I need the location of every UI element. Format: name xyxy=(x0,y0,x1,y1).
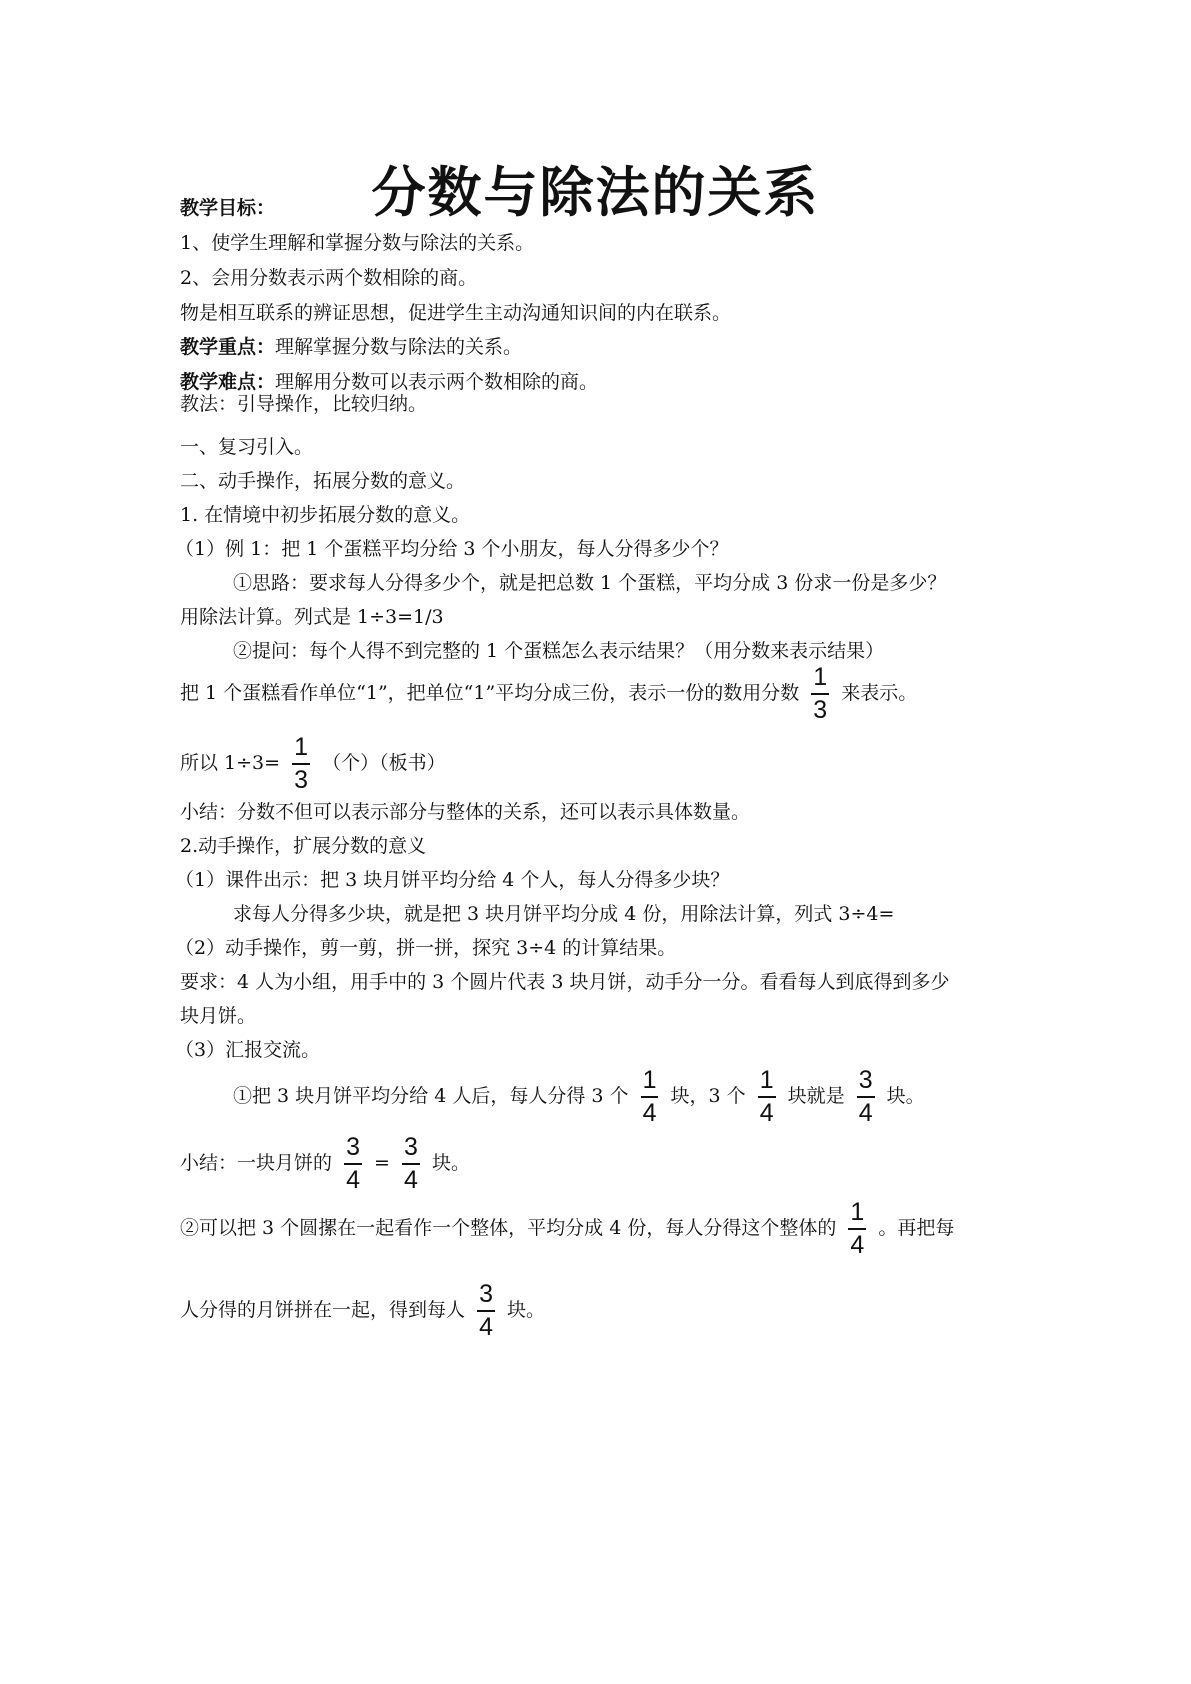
report-3-b: 块。 xyxy=(507,1299,546,1321)
objective-3: 物是相互联系的辨证思想，促进学生主动沟通知识间的内在联系。 xyxy=(180,302,732,324)
requirement-1: 要求：4 人为小组，用手中的 3 个圆片代表 3 块月饼，动手分一分。看看每人到底得到多少 xyxy=(180,971,950,993)
summary-1: 小结：分数不但可以表示部分与整体的关系，还可以表示具体数量。 xyxy=(180,801,751,823)
fraction-denominator: 4 xyxy=(850,1231,865,1259)
fraction-numerator: 3 xyxy=(479,1280,493,1308)
fraction-denominator: 4 xyxy=(479,1313,493,1341)
fraction-denominator: 4 xyxy=(759,1099,774,1127)
objective-2: 2、会用分数表示两个数相除的商。 xyxy=(180,267,478,289)
courseware-1-calc: 求每人分得多少块，就是把 3 块月饼平均分成 4 份，用除法计算，列式 3÷4= xyxy=(233,903,895,925)
fraction-numerator: 1 xyxy=(813,663,828,691)
so-line xyxy=(180,735,446,793)
fraction-three-fourths xyxy=(857,1068,875,1126)
section-1: 一、复习引入。 xyxy=(180,436,314,458)
so-text-post: （个）（板书） xyxy=(322,752,446,774)
fraction-denominator: 4 xyxy=(346,1166,360,1194)
courseware-2: （2）动手操作，剪一剪，拼一拼，探究 3÷4 的计算结果。 xyxy=(175,937,677,959)
fraction-numerator: 3 xyxy=(858,1066,873,1094)
focus-label: 教学重点： xyxy=(180,336,276,358)
fraction-denominator: 4 xyxy=(858,1099,873,1127)
fraction-one-third xyxy=(292,735,310,793)
objective-1: 1、使学生理解和掌握分数与除法的关系。 xyxy=(180,232,535,254)
summary-2-a: 小结：一块月饼的 xyxy=(180,1152,333,1174)
report-1-a: ①把 3 块月饼平均分给 4 人后，每人分得 3 个 xyxy=(233,1085,629,1107)
summary-2-c: 块。 xyxy=(431,1152,470,1174)
courseware-1: （1）课件出示：把 3 块月饼平均分给 4 个人，每人分得多少块？ xyxy=(175,869,730,891)
unit-line xyxy=(180,665,917,723)
report-2-b: 。再把每 xyxy=(878,1217,955,1239)
example-1: （1）例 1：把 1 个蛋糕平均分给 3 个小朋友，每人分得多少个？ xyxy=(175,538,729,560)
fraction-three-fourths xyxy=(402,1135,420,1193)
fraction-numerator: 1 xyxy=(642,1066,657,1094)
fraction-one-fourth xyxy=(848,1200,866,1258)
requirement-2: 块月饼。 xyxy=(180,1005,257,1027)
example-1-calc: 用除法计算。列式是 1÷3=1/3 xyxy=(180,606,444,628)
fraction-three-fourths xyxy=(477,1282,495,1340)
report-3-a: 人分得的月饼拼在一起，得到每人 xyxy=(180,1299,466,1321)
report-1-d: 块。 xyxy=(886,1085,925,1107)
fraction-one-fourth xyxy=(758,1068,776,1126)
summary-2 xyxy=(180,1135,470,1193)
report-1-b: 块，3 个 xyxy=(670,1085,746,1107)
difficulty-label: 教学难点： xyxy=(180,371,276,393)
fraction-numerator: 1 xyxy=(759,1066,774,1094)
example-1-idea: ①思路：要求每人分得多少个，就是把总数 1 个蛋糕，平均分成 3 份求一份是多少？ xyxy=(233,572,947,594)
unit-text-post: 来表示。 xyxy=(841,682,918,704)
method-line: 教法：引导操作，比较归纳。 xyxy=(180,393,428,415)
section-2-2: 2.动手操作，扩展分数的意义 xyxy=(180,835,427,857)
report-2 xyxy=(180,1200,954,1258)
fraction-denominator: 4 xyxy=(403,1166,418,1194)
fraction-three-fourths xyxy=(344,1135,362,1193)
fraction-numerator: 3 xyxy=(346,1133,360,1161)
report-3 xyxy=(180,1282,545,1340)
section-2: 二、动手操作，拓展分数的意义。 xyxy=(180,470,466,492)
fraction-numerator: 1 xyxy=(850,1198,865,1226)
so-text-pre: 所以 1÷3= xyxy=(180,752,281,774)
fraction-numerator: 1 xyxy=(294,733,309,761)
fraction-one-third xyxy=(811,665,829,723)
section-2-1: 1. 在情境中初步拓展分数的意义。 xyxy=(180,504,471,526)
objectives-heading: 教学目标： xyxy=(180,197,276,219)
fraction-denominator: 4 xyxy=(642,1099,657,1127)
report-1 xyxy=(233,1068,925,1126)
fraction-one-fourth xyxy=(641,1068,659,1126)
difficulty-text: 理解用分数可以表示两个数相除的商。 xyxy=(275,371,599,393)
courseware-3: （3）汇报交流。 xyxy=(175,1039,321,1061)
page-title: 分数与除法的关系 xyxy=(371,161,820,224)
fraction-numerator: 3 xyxy=(403,1133,418,1161)
example-1-question: ②提问：每个人得不到完整的 1 个蛋糕怎么表示结果？（用分数来表示结果） xyxy=(233,640,885,662)
report-1-c: 块就是 xyxy=(787,1085,845,1107)
report-2-a: ②可以把 3 个圆摞在一起看作一个整体，平均分成 4 份，每人分得这个整体的 xyxy=(180,1217,837,1239)
focus-line xyxy=(180,332,522,359)
focus-text: 理解掌握分数与除法的关系。 xyxy=(275,336,523,358)
unit-text-pre: 把 1 个蛋糕看作单位“1”，把单位“1”平均分成三份，表示一份的数用分数 xyxy=(180,682,800,704)
fraction-denominator: 3 xyxy=(294,766,309,794)
fraction-denominator: 3 xyxy=(813,696,828,724)
summary-2-b: = xyxy=(374,1152,390,1174)
